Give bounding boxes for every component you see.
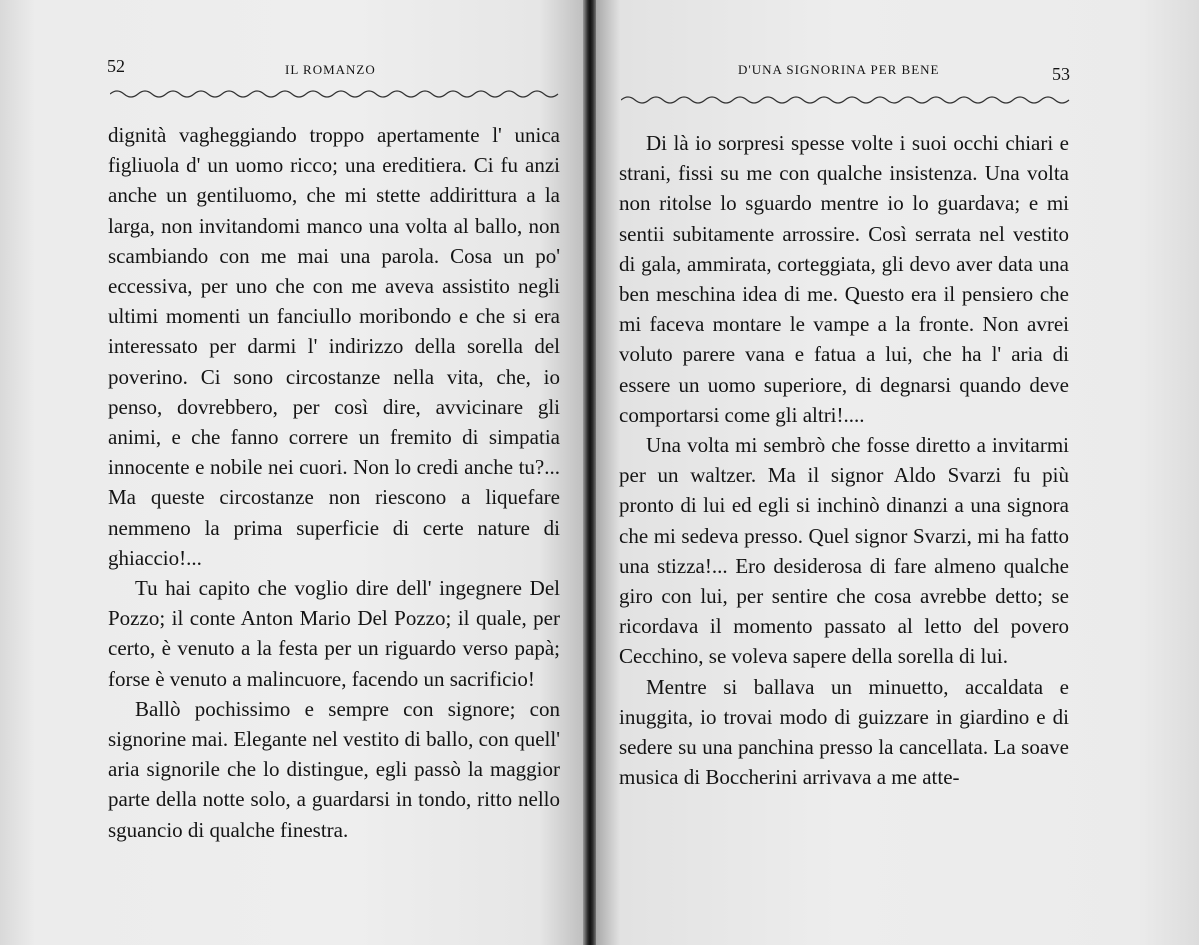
running-title: IL ROMANZO	[285, 62, 376, 77]
paragraph: Ballò pochissimo e sempre con signore; con signorine mai. Elegante nel vestito di ballo, con quell' aria signorile che lo distingue, egli passò la maggior parte della notte solo, a guardarsi in tondo, ritto nello sguancio di qualche finestra.	[108, 696, 560, 842]
paragraph: Una volta mi sembrò che fosse diretto a invitarmi per un waltzer. Ma il signor Aldo Svarzi fu più pronto di lui ed egli si inchinò dinanzi a una signora che mi sedeva presso. Quel signor Svarzi, mi ha fatto una stizza!... Ero desiderosa di fare almeno qualche giro con lui, per sentire che cosa avrebbe detto; se ricordava il momento passato al letto del povero Cecchino, se voleva sapere della sorella di lui.	[619, 433, 1069, 669]
right-page	[596, 0, 1199, 945]
running-title: D'UNA SIGNORINA PER BENE	[738, 62, 940, 77]
paragraph: dignità vagheggiando troppo apertamente l' unica figliuola d' un uomo ricco; una ereditiera. Ci fu anzi anche un gentiluomo, che mi stette addirittura a la larga, non invitandomi manco una volta al ballo, non scambiando con me mai una parola. Cosa un po' eccessiva, per uno che con me aveva assistito negli ultimi momenti un fanciullo moribondo e che si era interessato per darmi l' indirizzo della sorella del poverino. Ci sono circostanze nella vita, che, io penso, dovrebbero, per così dire, avvicinare gli animi, e che fanno correre un fremito di simpatia innocente e nobile nei cuori. Non lo credi anche tu?... Ma queste circostanze non riescono a liquefare nemmeno la prima superficie di certe nature di ghiaccio!...	[108, 123, 560, 570]
left-body-text	[108, 120, 560, 845]
right-body-text	[619, 128, 1069, 792]
page-number: 52	[107, 56, 125, 76]
paragraph: Mentre si ballava un minuetto, accaldata e inuggita, io trovai modo di guizzare in giardino e di sedere su una panchina presso la cancellata. La soave musica di Boccherini arrivava a me atte-	[619, 674, 1069, 790]
wavy-rule-ornament	[110, 86, 560, 102]
book-gutter	[583, 0, 597, 945]
wavy-rule-ornament	[621, 92, 1071, 108]
page-number: 53	[1052, 64, 1070, 84]
paragraph: Tu hai capito che voglio dire dell' ingegnere Del Pozzo; il conte Anton Mario Del Pozzo; il quale, per certo, è venuto a la festa per un riguardo verso papà; forse è venuto a malincuore, facendo un sacrificio!	[108, 576, 560, 691]
left-page	[0, 0, 586, 945]
paragraph: Di là io sorpresi spesse volte i suoi occhi chiari e strani, fissi su me con qualche insistenza. Una volta non ritolse lo sguardo mentre io lo guardava; e mi sentii subitamente arrossire. Così serrata nel vestito di gala, ammirata, corteggiata, gli devo aver data una ben meschina idea di me. Questo era il pensiero che mi faceva montare le vampe a la fronte. Non avrei voluto parere vana e fatua a lui, che ha l' aria di essere un uomo superiore, di degnarsi quando deve comportarsi come gli altri!....	[619, 131, 1069, 427]
